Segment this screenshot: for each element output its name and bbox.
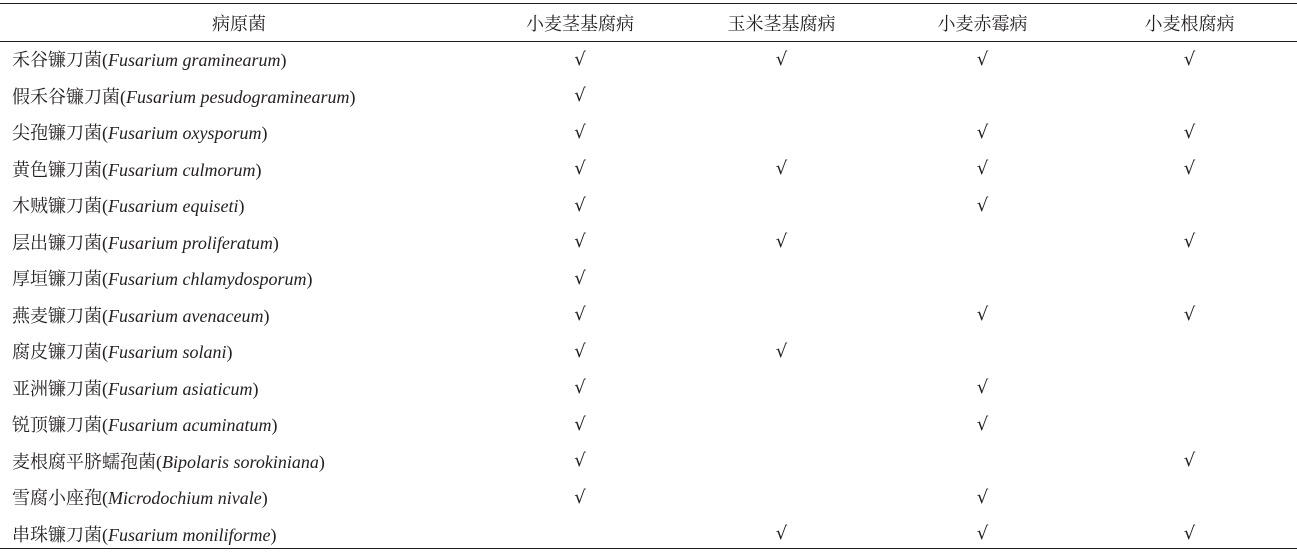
check-mark-cell xyxy=(1082,479,1297,516)
check-mark-cell xyxy=(680,114,883,151)
check-mark-cell: √ xyxy=(680,516,883,552)
table-row xyxy=(0,406,1297,443)
check-mark-cell xyxy=(883,78,1082,115)
check-mark-cell xyxy=(883,443,1082,480)
pathogen-name-cell xyxy=(0,297,480,334)
header-wheat-crown-rot: 小麦茎基腐病 xyxy=(480,4,680,41)
check-mark-cell xyxy=(1082,333,1297,370)
pathogen-latin-name: Fusarium equiseti xyxy=(108,196,239,216)
paren-open: ( xyxy=(102,415,108,435)
check-mark-cell: √ xyxy=(1082,41,1297,78)
pathogen-cn-name: 厚垣镰刀菌 xyxy=(12,269,102,290)
table-row xyxy=(0,333,1297,370)
check-mark-cell xyxy=(680,443,883,480)
check-mark-cell: √ xyxy=(480,224,680,261)
table-row xyxy=(0,443,1297,480)
paren-open: ( xyxy=(102,160,108,180)
table-row xyxy=(0,187,1297,224)
pathogen-cn-name: 黄色镰刀菌 xyxy=(12,160,102,181)
pathogen-latin-name: Fusarium asiaticum xyxy=(108,379,253,399)
check-mark-cell xyxy=(1082,78,1297,115)
paren-open: ( xyxy=(102,488,108,508)
check-mark-cell: √ xyxy=(1082,224,1297,261)
check-mark-cell xyxy=(680,479,883,516)
check-mark-cell xyxy=(680,78,883,115)
pathogen-latin-name: Fusarium moniliforme xyxy=(108,525,271,545)
check-mark-cell: √ xyxy=(680,151,883,188)
check-mark-cell: √ xyxy=(480,114,680,151)
check-mark-cell: √ xyxy=(480,333,680,370)
paren-close: ) xyxy=(239,196,245,216)
check-mark-cell: √ xyxy=(883,370,1082,407)
check-mark-cell: √ xyxy=(480,370,680,407)
check-mark-cell: √ xyxy=(480,41,680,78)
pathogen-latin-name: Fusarium chlamydosporum xyxy=(108,269,307,289)
paren-close: ) xyxy=(271,525,277,545)
pathogen-latin-name: Fusarium oxysporum xyxy=(108,123,262,143)
check-mark-cell: √ xyxy=(1082,151,1297,188)
check-mark-cell: √ xyxy=(680,224,883,261)
pathogen-latin-name: Fusarium culmorum xyxy=(108,160,256,180)
check-mark-cell xyxy=(1082,406,1297,443)
pathogen-latin-name: Fusarium graminearum xyxy=(108,50,281,70)
check-mark-cell: √ xyxy=(480,78,680,115)
check-mark-cell: √ xyxy=(1082,516,1297,552)
pathogen-cn-name: 木贼镰刀菌 xyxy=(12,196,102,217)
paren-close: ) xyxy=(281,50,287,70)
check-mark-cell: √ xyxy=(883,41,1082,78)
pathogen-latin-name: Fusarium pesudograminearum xyxy=(126,87,350,107)
check-mark-cell xyxy=(680,370,883,407)
check-mark-cell: √ xyxy=(1082,114,1297,151)
table-row xyxy=(0,78,1297,115)
header-row xyxy=(0,4,1297,41)
check-mark-cell: √ xyxy=(883,114,1082,151)
check-mark-cell xyxy=(1082,187,1297,224)
table-row xyxy=(0,516,1297,552)
pathogen-name-cell xyxy=(0,443,480,480)
pathogen-name-cell xyxy=(0,370,480,407)
paren-close: ) xyxy=(350,87,356,107)
pathogen-name-cell xyxy=(0,406,480,443)
pathogen-cn-name: 层出镰刀菌 xyxy=(12,233,102,254)
paren-open: ( xyxy=(102,123,108,143)
pathogen-name-cell xyxy=(0,187,480,224)
table-row xyxy=(0,297,1297,334)
check-mark-cell xyxy=(883,260,1082,297)
pathogen-cn-name: 雪腐小座孢 xyxy=(12,488,102,509)
pathogen-disease-table xyxy=(0,4,1297,552)
check-mark-cell xyxy=(883,333,1082,370)
paren-open: ( xyxy=(102,525,108,545)
check-mark-cell: √ xyxy=(480,187,680,224)
check-mark-cell: √ xyxy=(680,333,883,370)
pathogen-latin-name: Fusarium solani xyxy=(108,342,227,362)
header-pathogen: 病原菌 xyxy=(0,4,480,41)
pathogen-latin-name: Microdochium nivale xyxy=(108,488,262,508)
pathogen-name-cell xyxy=(0,479,480,516)
pathogen-cn-name: 禾谷镰刀菌 xyxy=(12,50,102,71)
pathogen-cn-name: 尖孢镰刀菌 xyxy=(12,123,102,144)
pathogen-name-cell xyxy=(0,333,480,370)
pathogen-cn-name: 串珠镰刀菌 xyxy=(12,525,102,546)
header-wheat-head-blight: 小麦赤霉病 xyxy=(883,4,1082,41)
pathogen-cn-name: 燕麦镰刀菌 xyxy=(12,306,102,327)
check-mark-cell xyxy=(883,224,1082,261)
check-mark-cell xyxy=(1082,370,1297,407)
check-mark-cell: √ xyxy=(480,443,680,480)
pathogen-cn-name: 麦根腐平脐蠕孢菌 xyxy=(12,452,156,473)
pathogen-name-cell xyxy=(0,260,480,297)
paren-open: ( xyxy=(102,306,108,326)
paren-close: ) xyxy=(227,342,233,362)
check-mark-cell: √ xyxy=(480,479,680,516)
paren-close: ) xyxy=(272,415,278,435)
check-mark-cell: √ xyxy=(480,151,680,188)
paren-close: ) xyxy=(262,488,268,508)
pathogen-latin-name: Fusarium proliferatum xyxy=(108,233,273,253)
check-mark-cell xyxy=(680,187,883,224)
pathogen-cn-name: 锐顶镰刀菌 xyxy=(12,415,102,436)
paren-close: ) xyxy=(319,452,325,472)
table-row xyxy=(0,479,1297,516)
check-mark-cell: √ xyxy=(883,516,1082,552)
pathogen-latin-name: Bipolaris sorokiniana xyxy=(162,452,319,472)
check-mark-cell: √ xyxy=(480,406,680,443)
paren-close: ) xyxy=(256,160,262,180)
header-wheat-root-rot: 小麦根腐病 xyxy=(1082,4,1297,41)
check-mark-cell xyxy=(680,406,883,443)
table-row xyxy=(0,41,1297,78)
check-mark-cell: √ xyxy=(680,41,883,78)
paren-close: ) xyxy=(262,123,268,143)
check-mark-cell: √ xyxy=(883,151,1082,188)
check-mark-cell: √ xyxy=(1082,443,1297,480)
paren-open: ( xyxy=(102,379,108,399)
paren-close: ) xyxy=(253,379,259,399)
check-mark-cell xyxy=(680,297,883,334)
check-mark-cell: √ xyxy=(883,187,1082,224)
check-mark-cell: √ xyxy=(883,406,1082,443)
header-maize-stalk-rot: 玉米茎基腐病 xyxy=(680,4,883,41)
pathogen-name-cell xyxy=(0,41,480,78)
pathogen-latin-name: Fusarium acuminatum xyxy=(108,415,272,435)
pathogen-name-cell xyxy=(0,151,480,188)
paren-open: ( xyxy=(156,452,162,472)
pathogen-cn-name: 亚洲镰刀菌 xyxy=(12,379,102,400)
paren-open: ( xyxy=(102,50,108,70)
paren-open: ( xyxy=(102,269,108,289)
pathogen-name-cell xyxy=(0,114,480,151)
table-row xyxy=(0,114,1297,151)
table-row xyxy=(0,260,1297,297)
check-mark-cell: √ xyxy=(883,297,1082,334)
check-mark-cell: √ xyxy=(883,479,1082,516)
paren-open: ( xyxy=(102,342,108,362)
check-mark-cell: √ xyxy=(480,260,680,297)
check-mark-cell xyxy=(480,516,680,552)
check-mark-cell xyxy=(1082,260,1297,297)
check-mark-cell: √ xyxy=(480,297,680,334)
table-body xyxy=(0,41,1297,552)
table-row xyxy=(0,151,1297,188)
paren-open: ( xyxy=(120,87,126,107)
pathogen-name-cell xyxy=(0,224,480,261)
pathogen-latin-name: Fusarium avenaceum xyxy=(108,306,263,326)
paren-close: ) xyxy=(263,306,269,326)
table-row xyxy=(0,224,1297,261)
pathogen-name-cell xyxy=(0,78,480,115)
check-mark-cell xyxy=(680,260,883,297)
check-mark-cell: √ xyxy=(1082,297,1297,334)
paren-open: ( xyxy=(102,196,108,216)
pathogen-name-cell xyxy=(0,516,480,552)
table-row xyxy=(0,370,1297,407)
paren-open: ( xyxy=(102,233,108,253)
pathogen-cn-name: 假禾谷镰刀菌 xyxy=(12,87,120,108)
paren-close: ) xyxy=(307,269,313,289)
pathogen-cn-name: 腐皮镰刀菌 xyxy=(12,342,102,363)
paren-close: ) xyxy=(273,233,279,253)
